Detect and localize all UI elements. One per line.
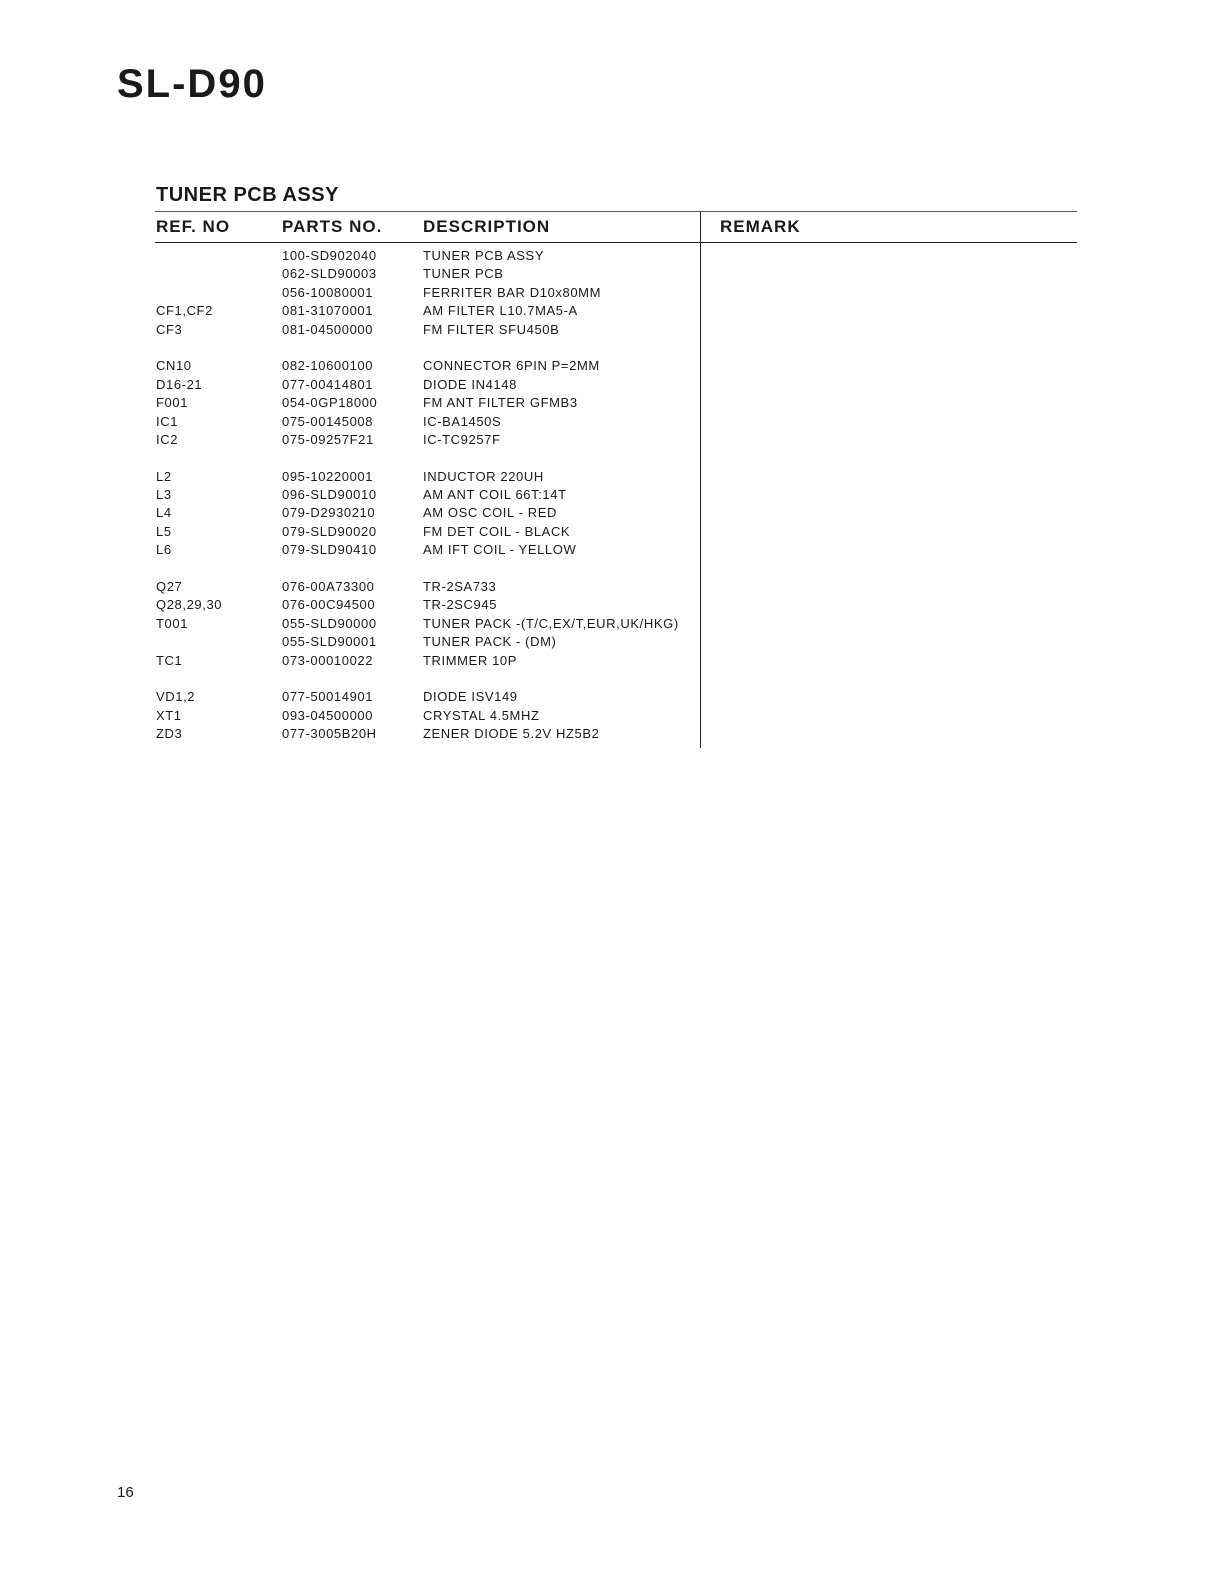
table-row — [155, 413, 1077, 431]
ref-cell: T001 — [156, 615, 189, 631]
table-row — [155, 725, 1077, 743]
table-row — [155, 321, 1077, 339]
description-cell: CRYSTAL 4.5MHZ — [423, 707, 540, 723]
table-row — [155, 247, 1077, 265]
description-cell: IC-BA1450S — [423, 413, 502, 429]
table-row — [155, 633, 1077, 651]
header-ref-no: REF. NO — [156, 217, 231, 236]
parts-no-cell: 093-04500000 — [282, 707, 374, 723]
ref-cell: F001 — [156, 395, 189, 411]
description-cell: FM FILTER SFU450B — [423, 321, 560, 337]
table-row — [155, 265, 1077, 283]
ref-cell: CF1,CF2 — [156, 303, 213, 319]
header-remark: REMARK — [720, 217, 801, 236]
table-row — [155, 596, 1077, 614]
description-cell: FM ANT FILTER GFMB3 — [423, 395, 578, 411]
description-cell: AM ANT COIL 66T:14T — [423, 487, 567, 503]
parts-no-cell: 100-SD902040 — [282, 248, 377, 263]
parts-no-cell: 077-50014901 — [282, 689, 374, 705]
table-row — [155, 302, 1077, 320]
table-row — [155, 652, 1077, 670]
description-cell: FERRITER BAR D10x80MM — [423, 284, 602, 300]
parts-no-cell: 054-0GP18000 — [282, 395, 378, 411]
ref-cell: ZD3 — [156, 726, 183, 742]
ref-cell: L2 — [156, 468, 172, 484]
description-cell: DIODE IN4148 — [423, 376, 517, 392]
parts-table — [155, 211, 1077, 744]
parts-no-cell: 073-00010022 — [282, 652, 374, 668]
description-cell: INDUCTOR 220UH — [423, 468, 544, 484]
description-cell: TUNER PCB — [423, 266, 504, 282]
ref-cell: L4 — [156, 505, 172, 521]
parts-no-cell: 076-00A73300 — [282, 579, 375, 595]
parts-no-cell: 056-10080001 — [282, 284, 374, 300]
table-row — [155, 541, 1077, 559]
header-description: DESCRIPTION — [423, 217, 551, 236]
parts-no-cell: 075-09257F21 — [282, 431, 374, 447]
ref-cell: L6 — [156, 542, 172, 558]
parts-no-cell: 096-SLD90010 — [282, 487, 377, 503]
description-cell: AM FILTER L10.7MA5-A — [423, 303, 578, 319]
parts-no-cell: 077-3005B20H — [282, 726, 377, 742]
description-cell: TRIMMER 10P — [423, 652, 518, 668]
table-row — [155, 578, 1077, 596]
table-row — [155, 688, 1077, 706]
parts-no-cell: 081-31070001 — [282, 303, 374, 319]
ref-cell: L5 — [156, 523, 172, 539]
table-row — [155, 284, 1077, 302]
description-cell: FM DET COIL - BLACK — [423, 523, 571, 539]
table-row — [155, 357, 1077, 375]
parts-no-cell: 095-10220001 — [282, 468, 374, 484]
table-row — [155, 394, 1077, 412]
description-cell: CONNECTOR 6PIN P=2MM — [423, 358, 600, 374]
table-header — [155, 211, 1077, 243]
ref-cell: TC1 — [156, 652, 183, 668]
page-number: 16 — [117, 1484, 134, 1501]
description-cell: TUNER PCB ASSY — [423, 248, 545, 263]
description-cell: AM OSC COIL - RED — [423, 505, 557, 521]
parts-no-cell: 079-SLD90020 — [282, 523, 377, 539]
ref-cell: Q28,29,30 — [156, 597, 223, 613]
table-row — [155, 504, 1077, 522]
parts-no-cell: 082-10600100 — [282, 358, 374, 374]
section-title: TUNER PCB ASSY — [156, 184, 339, 206]
description-cell: TR-2SC945 — [423, 597, 498, 613]
parts-no-cell: 075-00145008 — [282, 413, 374, 429]
header-parts-no: PARTS NO. — [282, 217, 383, 236]
ref-cell: D16-21 — [156, 376, 203, 392]
model-title: SL-D90 — [117, 62, 267, 106]
description-cell: ZENER DIODE 5.2V HZ5B2 — [423, 726, 600, 742]
parts-no-cell: 081-04500000 — [282, 321, 374, 337]
description-cell: AM IFT COIL - YELLOW — [423, 542, 577, 558]
ref-cell: XT1 — [156, 707, 182, 723]
description-cell: TUNER PACK -(T/C,EX/T,EUR,UK/HKG) — [423, 615, 679, 631]
parts-no-cell: 079-SLD90410 — [282, 542, 377, 558]
ref-cell: CF3 — [156, 321, 183, 337]
ref-cell: CN10 — [156, 358, 192, 374]
parts-no-cell: 055-SLD90001 — [282, 634, 377, 650]
parts-no-cell: 062-SLD90003 — [282, 266, 377, 282]
table-row — [155, 468, 1077, 486]
description-cell: IC-TC9257F — [423, 431, 501, 447]
table-row — [155, 431, 1077, 449]
table-row — [155, 615, 1077, 633]
ref-cell: Q27 — [156, 579, 183, 595]
ref-cell: VD1,2 — [156, 689, 196, 705]
description-cell: DIODE ISV149 — [423, 689, 518, 705]
parts-no-cell: 079-D2930210 — [282, 505, 376, 521]
table-body — [155, 243, 1077, 744]
table-row — [155, 707, 1077, 725]
ref-cell: L3 — [156, 487, 172, 503]
table-row — [155, 376, 1077, 394]
parts-no-cell: 055-SLD90000 — [282, 615, 377, 631]
description-cell: TUNER PACK - (DM) — [423, 634, 557, 650]
table-row — [155, 523, 1077, 541]
parts-no-cell: 077-00414801 — [282, 376, 374, 392]
parts-no-cell: 076-00C94500 — [282, 597, 376, 613]
ref-cell: IC2 — [156, 431, 179, 447]
description-cell: TR-2SA733 — [423, 579, 497, 595]
table-row — [155, 486, 1077, 504]
ref-cell: IC1 — [156, 413, 179, 429]
